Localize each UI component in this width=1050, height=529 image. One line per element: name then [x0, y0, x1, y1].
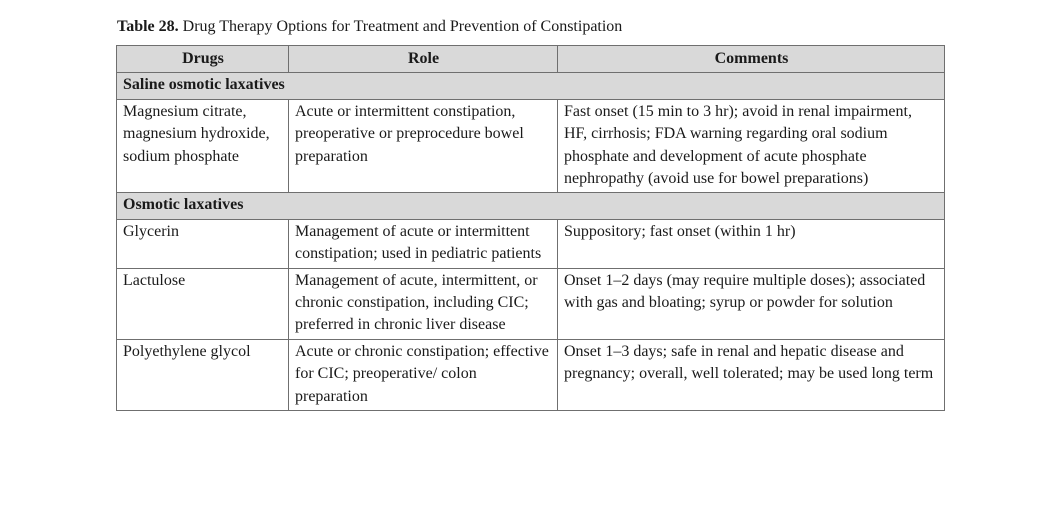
drug-therapy-table: [116, 45, 945, 411]
role-cell: Acute or intermittent constipation, preoperative or preprocedure bowel preparation: [289, 99, 558, 193]
table-row: [117, 99, 945, 193]
section-row-osmotic-laxatives: [117, 193, 945, 219]
section-title: Osmotic laxatives: [117, 193, 945, 219]
role-cell: Management of acute or intermittent constipation; used in pediatric patients: [289, 219, 558, 268]
drug-cell: Lactulose: [117, 268, 289, 339]
section-row-saline-osmotic-laxatives: [117, 73, 945, 99]
header-role: Role: [289, 46, 558, 73]
drug-cell: Polyethylene glycol: [117, 339, 289, 410]
header-drugs: Drugs: [117, 46, 289, 73]
table-title: Drug Therapy Options for Treatment and Prevention of Constipation: [182, 18, 623, 35]
role-cell: Management of acute, intermittent, or chronic constipation, including CIC; preferred in chronic liver disease: [289, 268, 558, 339]
header-row: [117, 46, 945, 73]
drug-cell: Magnesium citrate, magnesium hydroxide, sodium phosphate: [117, 99, 289, 193]
drug-cell: Glycerin: [117, 219, 289, 268]
table-caption: [117, 16, 622, 38]
table-number: Table 28.: [117, 18, 179, 35]
role-cell: Acute or chronic constipation; effective for CIC; preoperative/ colon preparation: [289, 339, 558, 410]
table-row: [117, 339, 945, 410]
comments-cell: Fast onset (15 min to 3 hr); avoid in renal impairment, HF, cirrhosis; FDA warning regarding oral sodium phosphate and development of acute phosphate nephropathy (avoid use for bowel preparations): [558, 99, 945, 193]
table-row: [117, 219, 945, 268]
table-row: [117, 268, 945, 339]
comments-cell: Onset 1–2 days (may require multiple doses); associated with gas and bloating; syrup or powder for solution: [558, 268, 945, 339]
comments-cell: Suppository; fast onset (within 1 hr): [558, 219, 945, 268]
header-comments: Comments: [558, 46, 945, 73]
comments-cell: Onset 1–3 days; safe in renal and hepatic disease and pregnancy; overall, well tolerated; may be used long term: [558, 339, 945, 410]
section-title: Saline osmotic laxatives: [117, 73, 945, 99]
